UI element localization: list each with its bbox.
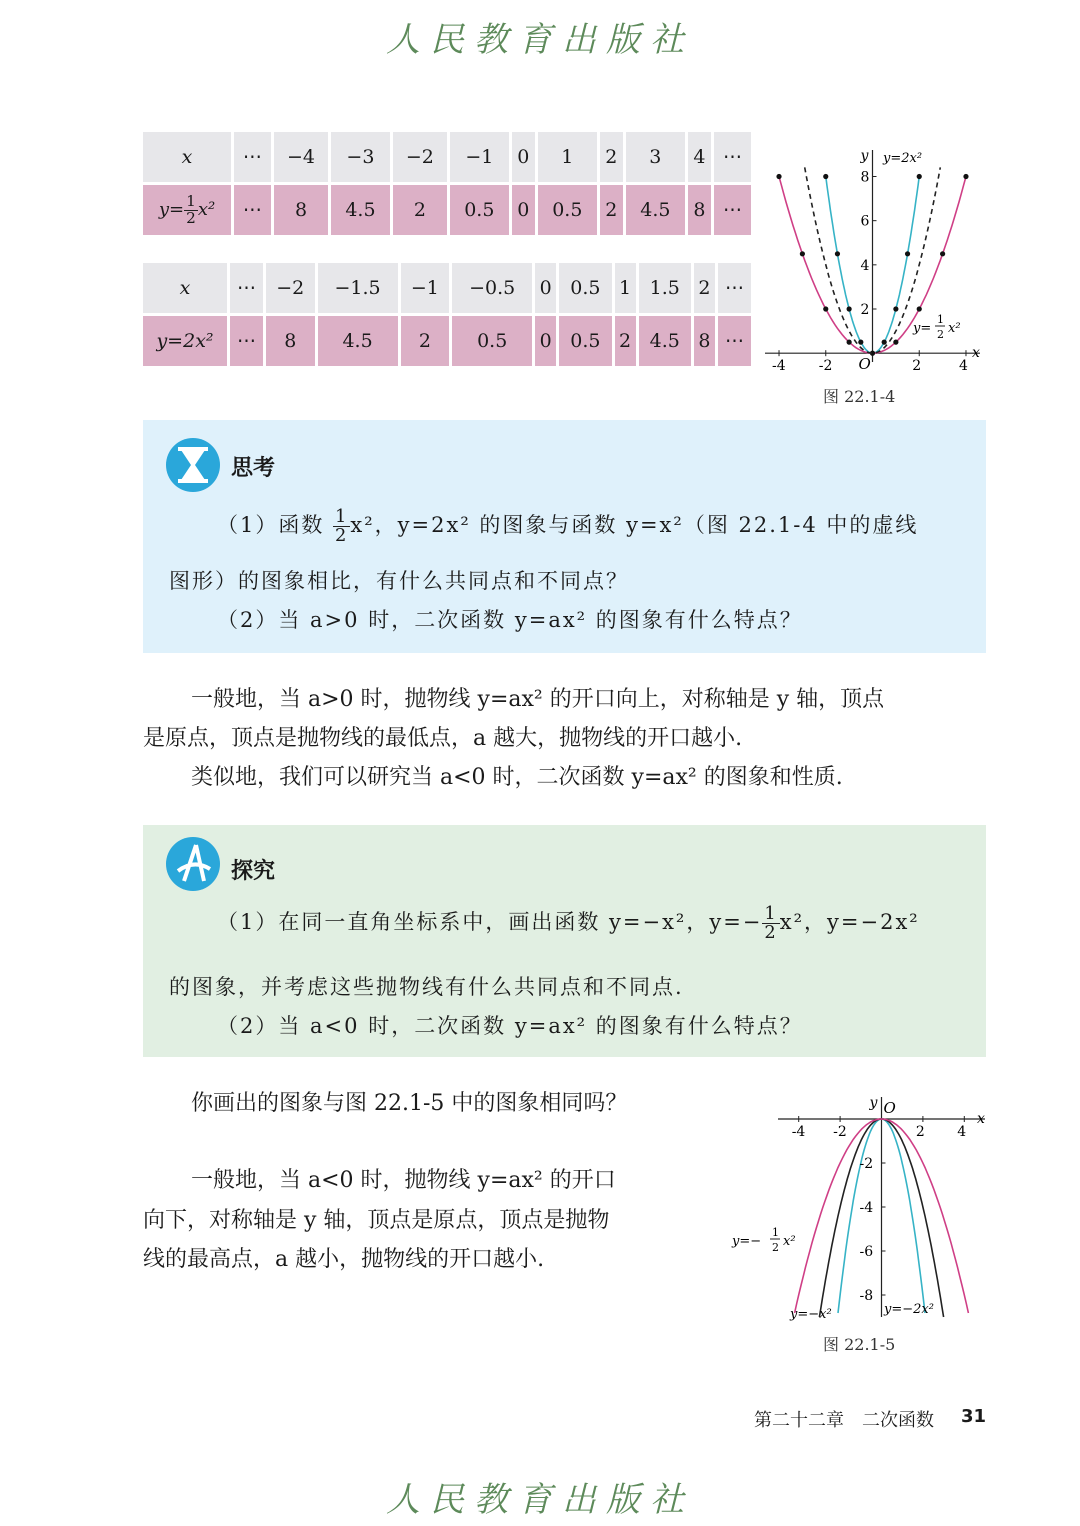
data-point <box>847 306 852 311</box>
table-cell: 8 <box>274 185 328 235</box>
x-tick-label: -4 <box>772 358 786 375</box>
table-cell: 4.5 <box>331 185 390 235</box>
x-tick-label: -2 <box>818 358 833 375</box>
text-segment: x²，y=−2x² <box>779 909 920 934</box>
y-tick-label: -2 <box>859 1156 874 1172</box>
figure-caption: 图 22.1-4 <box>823 387 896 406</box>
table-cell: ⋯ <box>714 185 751 235</box>
chapter-title: 第二十二章 二次函数 <box>754 1410 934 1431</box>
data-point <box>835 251 840 256</box>
table-cell: 8 <box>688 185 711 235</box>
fraction-num: 1 <box>764 903 778 924</box>
table-cell: −1.5 <box>318 263 398 313</box>
fraction-num: 1 <box>335 506 349 527</box>
origin-label: O <box>883 1099 896 1117</box>
data-point <box>823 306 828 311</box>
axes <box>778 1097 985 1317</box>
table-cell: 3 <box>626 132 685 182</box>
table-row-y <box>143 185 751 235</box>
data-point <box>940 251 945 256</box>
table-header-x: x <box>143 263 227 313</box>
data-point <box>776 174 781 179</box>
explore-question-2: （2）当 a<0 时，二次函数 y=ax² 的图象有什么特点？ <box>217 1014 803 1038</box>
y-tick-label: 8 <box>860 169 870 186</box>
data-point <box>847 340 852 345</box>
table-header-y <box>143 185 231 235</box>
figure-22-1-4-graph <box>755 130 990 380</box>
value-table-2x2 <box>140 260 754 369</box>
table-cell: 2 <box>401 316 450 366</box>
series-label: y=−x² <box>790 1307 832 1322</box>
table-cell: 4.5 <box>318 316 398 366</box>
y-tick-label: -6 <box>859 1244 874 1260</box>
table-cell: −2 <box>393 132 447 182</box>
page-number: 31 <box>961 1406 987 1427</box>
table-cell: −4 <box>274 132 328 182</box>
x-tick-label: 2 <box>912 358 922 375</box>
table-cell: 8 <box>266 316 315 366</box>
fraction-num: 1 <box>772 1226 779 1239</box>
labels <box>731 1095 985 1322</box>
table-cell: −0.5 <box>452 263 532 313</box>
x-tick-label: -4 <box>791 1124 806 1140</box>
table-cell: 0.5 <box>450 185 509 235</box>
think-icon <box>166 438 220 492</box>
label-prefix: y= <box>158 199 185 220</box>
table-cell: −2 <box>266 263 315 313</box>
table-cell: 4 <box>688 132 711 182</box>
x-tick-label: 4 <box>957 1124 967 1140</box>
table-cell: 1 <box>615 263 636 313</box>
watermark-bottom: 人民教育出版社 <box>386 1480 694 1520</box>
watermark-top: 人民教育出版社 <box>386 20 694 60</box>
table-cell: ⋯ <box>230 263 263 313</box>
explore-box <box>143 825 986 1057</box>
table-cell: −3 <box>331 132 390 182</box>
fraction-den: 2 <box>764 921 778 943</box>
data-point <box>917 306 922 311</box>
y-tick-label: 4 <box>860 257 870 274</box>
table-cell: 8 <box>694 316 715 366</box>
x-axis-label: x <box>972 345 980 362</box>
x-tick-label: -2 <box>833 1124 847 1140</box>
label-suffix: x² <box>783 1234 796 1249</box>
explore-title: 探究 <box>231 859 276 884</box>
table-cell: 0.5 <box>452 316 532 366</box>
table-row-x <box>143 263 751 313</box>
data-point <box>893 306 898 311</box>
table-cell: −1 <box>401 263 450 313</box>
series-label: y=−2x² <box>884 1302 934 1317</box>
table-cell: ⋯ <box>230 316 263 366</box>
table-cell: 0.5 <box>538 185 597 235</box>
table-cell: ⋯ <box>234 132 271 182</box>
origin-label: O <box>858 355 871 374</box>
compass-icon <box>166 837 220 891</box>
hourglass-icon <box>166 438 220 492</box>
x-tick-label: 4 <box>958 358 968 375</box>
table-header-y: y=2x² <box>143 316 227 366</box>
think-box <box>143 420 986 653</box>
table-cell: 2 <box>615 316 636 366</box>
think-question-1-cont: 图形）的图象相比，有什么共同点和不同点？ <box>169 569 629 593</box>
y-tick-label: 6 <box>860 213 870 230</box>
text-segment: （1）函数 <box>217 512 334 537</box>
data-point <box>858 340 863 345</box>
labels <box>772 148 980 374</box>
y-axis-label: y <box>860 148 869 164</box>
think-question-1 <box>217 508 918 545</box>
value-table-half-x2 <box>140 129 754 238</box>
fraction <box>333 508 350 545</box>
explore-question-1 <box>217 905 920 942</box>
fraction <box>762 905 779 942</box>
think-question-2: （2）当 a>0 时，二次函数 y=ax² 的图象有什么特点？ <box>217 608 803 632</box>
figure-caption: 图 22.1-5 <box>823 1335 896 1354</box>
fraction <box>184 194 198 226</box>
table-row-x <box>143 132 751 182</box>
table-cell: −1 <box>450 132 509 182</box>
data-point <box>882 340 887 345</box>
table-cell: ⋯ <box>718 263 751 313</box>
paragraph-line: 向下，对称轴是 y 轴，顶点是原点，顶点是抛物 <box>143 1208 610 1233</box>
explore-icon <box>166 837 220 891</box>
table-cell: 2 <box>393 185 447 235</box>
paragraph-line: 一般地，当 a>0 时，抛物线 y=ax² 的开口向上，对称轴是 y 轴，顶点 <box>191 687 885 712</box>
data-point <box>963 174 968 179</box>
text-segment: （1）在同一直角坐标系中，画出函数 y=−x²，y=− <box>217 909 763 934</box>
label-suffix: x² <box>197 199 216 220</box>
think-title: 思考 <box>231 456 276 481</box>
label-prefix: y= <box>913 321 932 336</box>
table-cell: 0 <box>512 185 535 235</box>
y-tick-label: 2 <box>860 302 870 318</box>
fraction-num: 1 <box>937 313 944 326</box>
table-cell: 1 <box>538 132 597 182</box>
series-label-neg-half <box>731 1226 796 1254</box>
data-point <box>823 174 828 179</box>
table-cell: 2 <box>600 185 623 235</box>
table-cell: 1.5 <box>639 263 691 313</box>
table-cell: 0 <box>535 263 556 313</box>
x-axis-label: x <box>977 1111 985 1127</box>
data-point <box>893 340 898 345</box>
table-cell: 0 <box>535 316 556 366</box>
y-tick-label: -4 <box>859 1200 874 1216</box>
fraction-den: 2 <box>335 524 349 546</box>
series-label: y=2x² <box>883 151 923 166</box>
explore-question-1-cont: 的图象，并考虑这些抛物线有什么共同点和不同点. <box>169 975 684 999</box>
paragraph-line: 类似地，我们可以研究当 a<0 时，二次函数 y=ax² 的图象和性质. <box>191 765 843 790</box>
table-header-x: x <box>143 132 231 182</box>
table-cell: 4.5 <box>626 185 685 235</box>
paragraph-line: 是原点，顶点是抛物线的最低点，a 越大，抛物线的开口越小. <box>143 726 743 751</box>
table-cell: 0.5 <box>559 316 611 366</box>
y-axis-label: y <box>869 1095 878 1111</box>
fraction-num: 1 <box>186 192 196 211</box>
paragraph-line: 你画出的图象与图 22.1-5 中的图象相同吗？ <box>191 1091 628 1116</box>
figure-22-1-5-graph <box>728 1075 993 1325</box>
series-label-half <box>912 313 961 341</box>
table-cell: 2 <box>694 263 715 313</box>
paragraph-line: 一般地，当 a<0 时，抛物线 y=ax² 的开口 <box>191 1168 616 1193</box>
table-cell: 2 <box>600 132 623 182</box>
label-prefix: y=− <box>732 1234 762 1249</box>
text-segment: x²，y=2x² 的图象与函数 y=x²（图 22.1-4 中的虚线 <box>350 512 919 537</box>
y-tick-label: -8 <box>859 1288 874 1304</box>
table-cell: 4.5 <box>639 316 691 366</box>
table-cell: 0 <box>512 132 535 182</box>
label-suffix: x² <box>948 321 961 336</box>
table-cell: 0.5 <box>559 263 611 313</box>
fraction-den: 2 <box>186 208 196 227</box>
x-tick-label: 2 <box>915 1124 925 1140</box>
data-point <box>800 251 805 256</box>
paragraph-line: 线的最高点，a 越小，抛物线的开口越小. <box>143 1247 545 1272</box>
table-cell: ⋯ <box>234 185 271 235</box>
data-point <box>917 174 922 179</box>
table-cell: ⋯ <box>714 132 751 182</box>
fraction-den: 2 <box>937 328 944 341</box>
fraction-den: 2 <box>772 1241 779 1254</box>
table-cell: ⋯ <box>718 316 751 366</box>
data-point <box>905 251 910 256</box>
table-row-y <box>143 316 751 366</box>
